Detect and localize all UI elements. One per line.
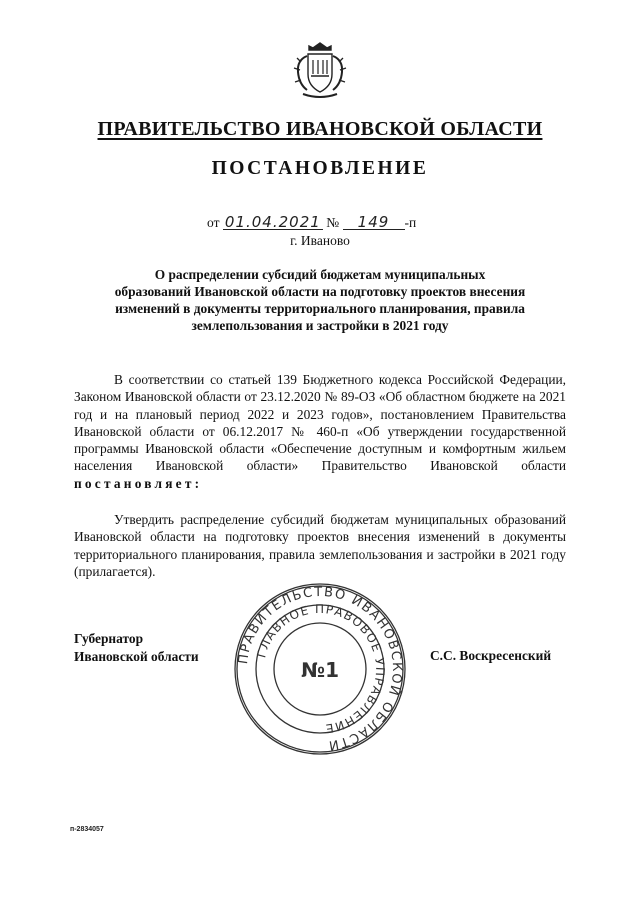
from-label: от (207, 215, 220, 230)
subject-line: образований Ивановской области на подготовку проектов внесения (114, 284, 526, 299)
body-paragraph-resolution: Утвердить распределение субсидий бюджетам муниципальных образований Ивановской области на подготовку проектов внесения изменений в документы территориального планирования, правила землепользования и застройки в 2021 году (прилагается). (74, 512, 566, 579)
footer-code: п-2834057 (70, 826, 104, 833)
document-number: 149 (343, 215, 405, 230)
position-line: Ивановской области (74, 649, 199, 664)
signatory-name: С.С. Воскресенский (430, 648, 552, 663)
body-paragraph-preamble (74, 371, 566, 492)
stamp-inner-text: ГЛАВНОЕ ПРАВОВОЕ УПРАВЛЕНИЕ (254, 601, 388, 736)
date-number-line (207, 215, 416, 231)
number-suffix: -п (404, 215, 417, 230)
subject-line: изменений в документы территориального планирования, правила (115, 301, 525, 316)
org-title: ПРАВИТЕЛЬСТВО ИВАНОВСКОЙ ОБЛАСТИ (97, 118, 543, 140)
position-line: Губернатор (74, 631, 144, 646)
preamble-text: В соответствии со статьей 139 Бюджетного кодекса Российской Федерации, Законом Ивановской области от 23.12.2020 № 89-ОЗ «Об областном бюджете на 2021 год и на плановый период 2022 и 2023 годов», постановлением Правительства Ивановской области от 06.12.2017 № 460-п «Об утверждении государственной программы Ивановской области «Обеспечение доступным и комфортным жильем населения Ивановской области» Правительство Ивановской области (74, 372, 566, 474)
subject-line: О распределении субсидий бюджетам муниципальных (154, 267, 486, 282)
number-label: № (326, 215, 340, 230)
stamp-outer-text: ПРАВИТЕЛЬСТВО ИВАНОВСКОЙ ОБЛАСТИ (236, 584, 405, 753)
document-subject (74, 266, 566, 334)
signatory-position (74, 630, 199, 666)
official-stamp (232, 581, 408, 757)
document-type-title: ПОСТАНОВЛЕНИЕ (211, 158, 429, 179)
document-date: 01.04.2021 (223, 215, 323, 230)
stamp-number: №1 (301, 658, 339, 682)
city-label: г. Иваново (290, 233, 350, 248)
subject-line: землепользования и застройки в 2021 году (191, 318, 449, 333)
decree-word: постановляет: (74, 475, 203, 491)
coat-of-arms-icon (289, 40, 351, 102)
